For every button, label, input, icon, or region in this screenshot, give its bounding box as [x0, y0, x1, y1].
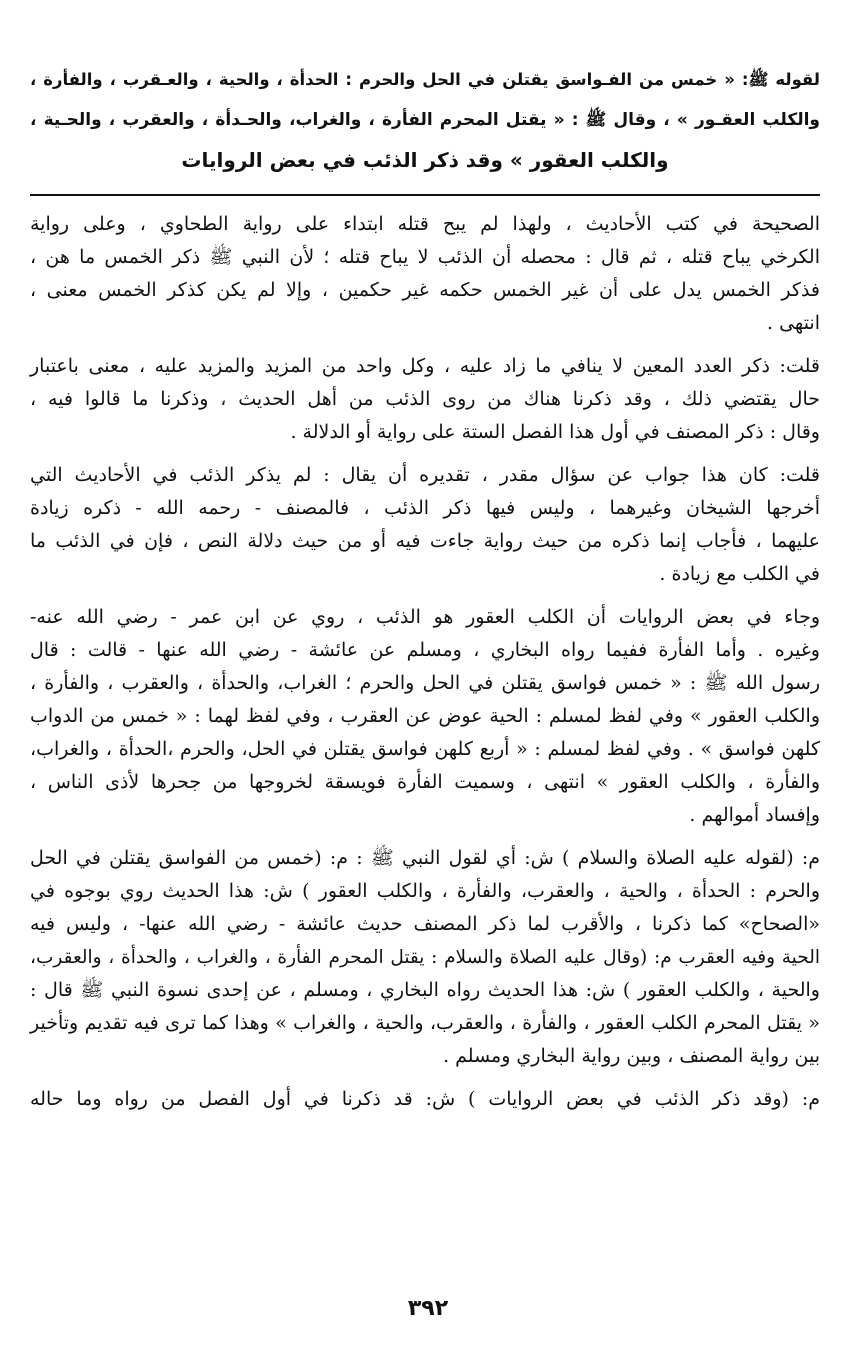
matn-line: لقوله ﷺ: « خمس من الفـواسق يقتلن في الحل والحرم : الحدأة ، والحية ، والعـقرب ، والفأرة ، [30, 70, 820, 89]
text-line: رسول الله ﷺ : « خمس فواسق يقتلن في الحل والحرم ؛ الغراب، والحدأة ، والعقرب ، والفأرة ، [30, 672, 820, 694]
text-line: والكلب العقور » وفي لفظ لمسلم : الحية عوض عن العقرب ، وفي لفظ لهما : « خمس من الدواب [30, 705, 820, 727]
text-line: وإفساد أموالهم . [689, 804, 820, 826]
text-line: م: (وقد ذكر الذئب في بعض الروايات ) ش: قد ذكرنا في أول الفصل من رواه وما حاله [30, 1088, 820, 1110]
text-line: الكرخي يباح قتله ، ثم قال : محصله أن الذئب لا يباح قتله ؛ لأن النبي ﷺ ذكر الخمس ما هن ، [30, 246, 820, 268]
text-line: كلهن فواسق » . وفي لفظ لمسلم : « أربع كلهن فواسق يقتلن في الحل، والحرم ،الحدأة ، والغراب، [30, 738, 820, 760]
text-line: عليهما ، فأجاب إنما ذكره من حيث رواية جاءت فيه أو من حيث دلالة النص ، فإن في الذئب ما [30, 530, 820, 552]
text-line: وقال : ذكر المصنف في أول هذا الفصل الستة على رواية أو الدلالة . [290, 421, 820, 443]
commentary-paragraph [30, 842, 820, 1073]
text-line: بين رواية المصنف ، وبين رواية البخاري ومسلم . [443, 1045, 820, 1067]
text-line: والحرم : الحدأة ، والحية ، والعقرب، والفأرة ، والكلب العقور ) ش: هذا الحديث روي بوجوه في [30, 880, 820, 902]
text-line: في الكلب مع زيادة . [659, 563, 820, 585]
matn-text [30, 60, 820, 180]
commentary-paragraph [30, 208, 820, 340]
matn-line: والكلب العقـور » ، وقال ﷺ : « يقتل المحرم الفأرة ، والغراب، والحـدأة ، والعقرب ، والحـية ، [30, 110, 820, 130]
text-line: الحية وفيه العقرب م: (وقال عليه الصلاة والسلام : يقتل المحرم الفأرة ، والغراب ، والحدأة ، والعقرب، [30, 947, 820, 968]
text-line: فذكر الخمس يدل على أن غير الخمس حكمه غير حكمين ، وإلا لم يكن كذكر الخمس معنى ، [30, 279, 820, 301]
commentary-paragraph [30, 459, 820, 591]
text-line: وجاء في بعض الروايات أن الكلب العقور هو الذئب ، روي عن ابن عمر - رضي الله عنه- [30, 606, 820, 628]
page-content [30, 60, 820, 1124]
text-line: قلت: ذكر العدد المعين لا ينافي ما زاد عليه ، وكل واحد من المزيد والمزيد عليه ، معنى باعتبار [30, 355, 820, 377]
page-number: ٣٩٢ [407, 1296, 449, 1321]
text-line: م: (لقوله عليه الصلاة والسلام ) ش: أي لقول النبي ﷺ : م: (خمس من الفواسق يقتلن في الحل [30, 847, 820, 869]
text-line: وغيره . وأما الفأرة ففيما رواه البخاري ، ومسلم عن عائشة - رضي الله عنها - قالت : قال [30, 639, 820, 661]
text-line: انتهى . [767, 312, 820, 334]
text-line: الصحيحة في كتب الأحاديث ، ولهذا لم يبح قتله ابتداء على رواية الطحاوي ، وعلى رواية [30, 213, 820, 235]
text-line: قلت: كان هذا جواب عن سؤال مقدر ، تقديره أن يقال : لم يذكر الذئب في الأحاديث التي [30, 464, 820, 486]
text-line: «الصحاح» كما ذكرنا ، والأقرب لما ذكر المصنف حديث عائشة - رضي الله عنها- ، وليس فيه [30, 913, 820, 935]
commentary-paragraph [30, 350, 820, 449]
matn-line: والكلب العقور » وقد ذكر الذئب في بعض الروايات [181, 148, 669, 172]
text-line: والحية ، والكلب العقور ) ش: هذا الحديث رواه البخاري ، ومسلم ، عن إحدى نسوة النبي ﷺ قال : [30, 979, 820, 1001]
text-line: حال يقتضي ذلك ، وقد ذكرنا هناك من روى الذئب من أهل الحديث ، وذكرنا ما قالوا فيه ، [30, 388, 820, 410]
text-line: أخرجها الشيخان وغيرهما ، وليس فيها ذكر الذئب ، فالمصنف - رحمه الله - ذكره زيادة [30, 497, 821, 519]
text-line: والفأرة ، والكلب العقور » انتهى ، وسميت الفأرة فويسقة لخروجها من جحرها لأذى الناس ، [30, 771, 820, 793]
text-line: « يقتل المحرم الكلب العقور ، والفأرة ، والعقرب، والحية ، والغراب » وهذا كما ترى فيه تقديم وتأخير [30, 1012, 820, 1034]
separator-rule [30, 194, 820, 196]
commentary-paragraph [30, 601, 820, 832]
commentary-paragraph [30, 1083, 820, 1116]
